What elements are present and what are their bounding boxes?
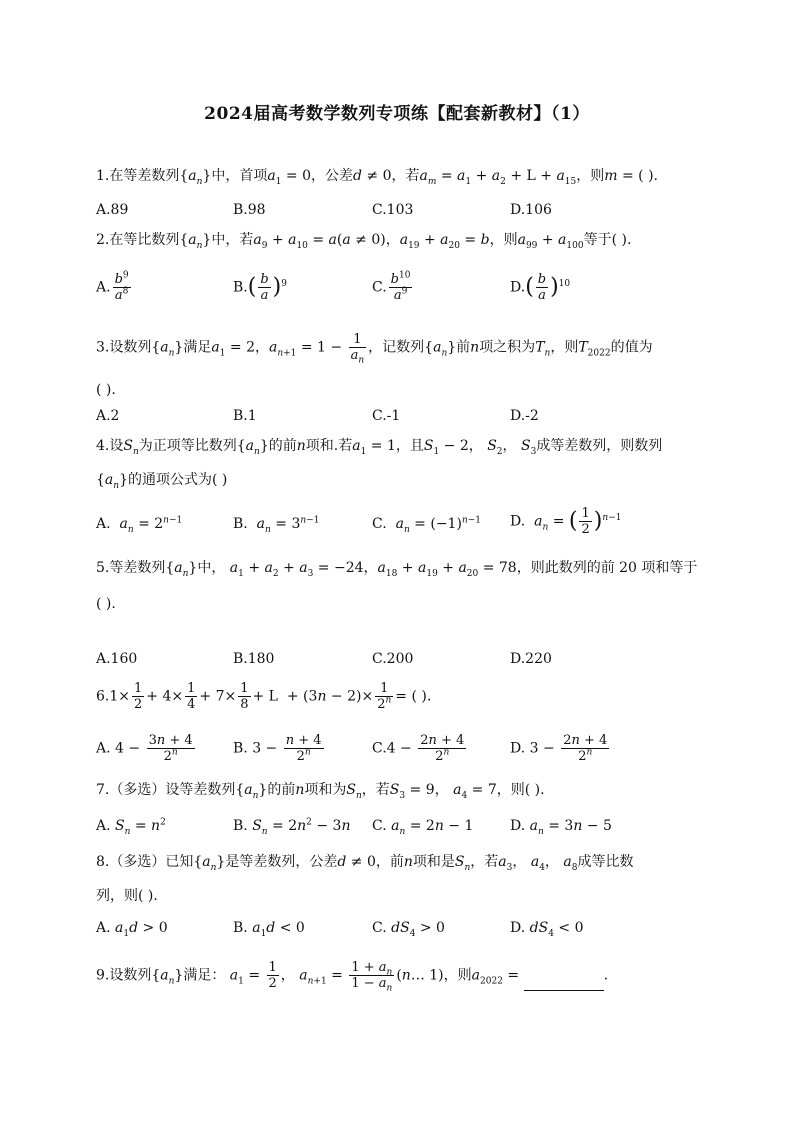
q6-option-d: D. 3 − $\frac{2n + 4}{2^n}$ (510, 733, 608, 764)
q7-option-b: B. $S_n = 2n^2 - 3n$ (233, 817, 351, 837)
q6-option-b: B. 3 − $\frac{n + 4}{2^n}$ (233, 733, 322, 764)
q1-option-a: A.89 (96, 202, 129, 218)
question-6-text: 6.1× $\frac{1}{2}$ + 4× $\frac{1}{4}$ + 7× $\frac{1}{8}$ + L + (3n − 2)× $\frac{1}{2^n}$ = ( ). (96, 681, 432, 712)
q8-option-a: A. $a_1d > 0$ (96, 920, 168, 939)
q6-option-a: A. 4 − $\frac{3n + 4}{2^n}$ (96, 733, 193, 764)
q4-option-c: C. $a_n = (-1)^{n-1}$ (372, 515, 482, 535)
q7-option-a: A. $S_n = n^2$ (96, 817, 166, 837)
q2-option-a: A. $\frac{b^9}{a^8}$ (96, 270, 129, 303)
question-8-text: 8.（多选）已知$\{a_n\}$是等差数列，公差d ≠ 0，前n项和是$S_n$，若$a_3$， $a_4$， $a_8$成等比数 (96, 854, 634, 873)
q1-option-c: C.103 (372, 202, 414, 218)
question-5-text: 5.等差数列$\{a_n\}$中， $a_1 + a_2 + a_3 = -24$，$a_{18} + a_{19} + a_{20} = 78$，则此数列的前 20 项和等于 (96, 560, 698, 579)
question-1-text: 1.在等差数列$\{a_n\}$中，首项$a_1 = 0$，公差d ≠ 0，若$a_m = a_1 + a_2 + L + a_{15}$，则m = ( ). (96, 168, 658, 187)
q8-option-d: D. $dS_4 < 0$ (510, 920, 584, 939)
q2-option-c: C. $\frac{b^{10}}{a^9}$ (372, 270, 411, 303)
q5-option-b: B.180 (233, 651, 275, 667)
q1-option-b: B.98 (233, 202, 266, 218)
q1-option-d: D.106 (510, 202, 552, 218)
q3-option-a: A.2 (96, 408, 120, 424)
question-9-text: 9.设数列$\{a_n\}$满足： $a_1$ = $\frac{1}{2}$ ， $a_{n+1}$ = $\frac{1 + a_n}{1 - a_n}$ (n… 1)，则$a_{2022}$ = . (96, 960, 609, 994)
question-2-text: 2.在等比数列$\{a_n\}$中，若$a_9 + a_{10} = a(a \ne 0)$，$a_{19} + a_{20} = b$，则$a_{99} + a_{100}$等于( ). (96, 232, 632, 251)
q8-option-b: B. $a_1d < 0$ (233, 920, 305, 939)
question-3-text-cont: ( ). (96, 382, 116, 398)
page-title: 2024届高考数学数列专项练【配套新教材】（1） (204, 104, 590, 124)
q2-option-b: B.( $\frac{b}{a}$ )$^9$ (233, 272, 287, 303)
q4-option-a: A. $a_n = 2^{n-1}$ (96, 515, 183, 535)
q3-option-c: C.-1 (372, 408, 401, 424)
answer-blank (524, 976, 604, 991)
q3-option-b: B.1 (233, 408, 257, 424)
q3-option-d: D.-2 (510, 408, 539, 424)
q4-option-b: B. $a_n = 3^{n-1}$ (233, 515, 320, 535)
q8-option-c: C. $dS_4 > 0$ (372, 920, 445, 939)
question-5-text-cont: ( ). (96, 596, 116, 612)
question-4-text: 4.设$S_n$为正项等比数列$\{a_n\}$的前n项和.若$a_1 = 1$，且$S_1 - 2$， $S_2$， $S_3$成等差数列，则数列 (96, 438, 663, 457)
question-4-text-cont: $\{a_n\}$的通项公式为( ) (96, 472, 228, 491)
q2-option-d: D.( $\frac{b}{a}$ )$^{10}$ (510, 272, 571, 303)
q4-option-d: D. $a_n$ = ( $\frac{1}{2}$ )$^{n-1}$ (510, 506, 622, 537)
q7-option-c: C. $a_n = 2n - 1$ (372, 818, 474, 837)
question-7-text: 7.（多选）设等差数列$\{a_n\}$的前n项和为$S_n$，若$S_3 = 9$， $a_4 = 7$，则( ). (96, 782, 545, 801)
q7-option-d: D. $a_n = 3n - 5$ (510, 818, 612, 837)
question-3-text: 3.设数列$\{a_n\}$满足$a_1 = 2$，$a_{n+1} = 1$ − $\frac{1}{a_n}$ ，记数列$\{a_n\}$前n项之积为$T_n$，则$T_{2022}$的值为 (96, 332, 653, 366)
q5-option-a: A.160 (96, 651, 138, 667)
q6-option-c: C.4 − $\frac{2n + 4}{2^n}$ (372, 733, 465, 764)
q5-option-d: D.220 (510, 651, 552, 667)
question-8-text-cont: 列，则( ). (96, 888, 158, 904)
q5-option-c: C.200 (372, 651, 414, 667)
